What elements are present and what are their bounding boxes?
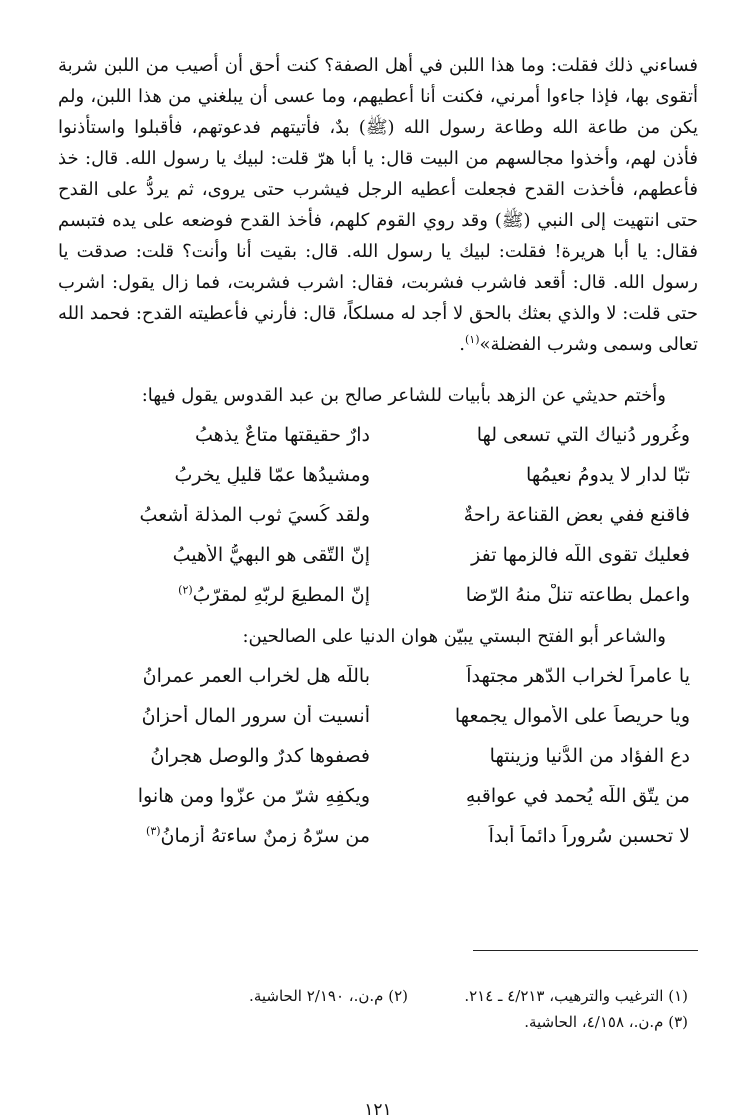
footnote-ref-2: (٢) xyxy=(178,584,193,597)
hemistich-text: إنّ المطيعَ لربّهِ لمقرّبُ xyxy=(192,584,370,606)
verse-second-hemistich: أنسيت أن سرور المال أحزانُ xyxy=(141,705,370,727)
hemistich-text: من سرّهُ زمنٌ ساءتهُ أزمانُ xyxy=(160,825,370,847)
verse xyxy=(58,776,690,816)
verse xyxy=(58,535,690,575)
verse-second-hemistich: فصفوها كدرٌ والوصل هجرانُ xyxy=(150,745,370,767)
verse xyxy=(58,455,690,495)
verse-second-hemistich: ولقد كُسيَ ثوب المذلة أشعبُ xyxy=(139,504,370,526)
verse-second-hemistich: إنّ التّقى هو البهيُّ الأهيبُ xyxy=(172,544,370,566)
hadith-text: فساءني ذلك فقلت: وما هذا اللبن في أهل الصفة؟ كنت أحق أن أصيب من اللبن شربة أتقوى بها، فإذا جاءوا أمرني، فكنت أنا أعطيهم، وما عسى أن يبلغني من هذا اللبن، ولم يكن من طاعة الله وطاعة رسول الله (ﷺ) بدٌ، فأتيتهم فدعوتهم، فأقبلوا واستأذنوا فأذن لهم، وأخذوا مجالسهم من البيت قال: يا أبا هرّ قلت: لبيك يا رسول الله. قال: خذ فأعطهم، فأخذت القدح فجعلت أعطيه الرجل فيشرب حتى يروى، ثم يردُّ على القدح حتى انتهيت إلى النبي (ﷺ) وقد روي القوم كلهم، فأخذ القدح فوضعه على يده فتبسم فقال: يا أبا هريرة! فقلت: لبيك يا رسول الله. قال: بقيت أنا وأنت؟ قلت: صدقت يا رسول الله. قال: أقعد فاشرب فشربت، فقال: اشرب فشربت، فما زال يقول: اشرب حتى قلت: لا والذي بعثك بالحق لا أجد له مسلكاً، قال: فأرني فأعطيته القدح: فحمد الله تعالى وسمى وشرب الفضلة» xyxy=(58,55,698,355)
hadith-paragraph: فساءني ذلك فقلت: وما هذا اللبن في أهل الصفة؟ كنت أحق أن أصيب من اللبن شربة أتقوى بها، فإذا جاءوا أمرني، فكنت أنا أعطيهم، وما عسى أن يبلغني من هذا اللبن، ولم يكن من طاعة الله وطاعة رسول الله (ﷺ) بدٌ، فأتيتهم فدعوتهم، فأقبلوا واستأذنوا فأذن لهم، وأخذوا مجالسهم من البيت قال: يا أبا هرّ قلت: لبيك يا رسول الله. قال: خذ فأعطهم، فأخذت القدح فجعلت أعطيه الرجل فيشرب حتى يروى، ثم يردُّ على القدح حتى انتهيت إلى النبي (ﷺ) وقد روي القوم كلهم، فأخذ القدح فوضعه على يده فتبسم فقال: يا أبا هريرة! فقلت: لبيك يا رسول الله. قال: بقيت أنا وأنت؟ قلت: صدقت يا رسول الله. قال: أقعد فاشرب فشربت، فقال: اشرب فشربت، فما زال يقول: اشرب حتى قلت: لا والذي بعثك بالحق لا أجد له مسلكاً، قال: فأرني فأعطيته القدح: فحمد الله تعالى وسمى وشرب الفضلة»$^{(١)}$. xyxy=(58,55,698,355)
verse xyxy=(58,495,690,535)
verse-second-hemistich xyxy=(65,825,370,847)
book-page xyxy=(58,50,698,1120)
verse-first-hemistich: فعليك تقوى اللّه فالزمها تفز xyxy=(471,544,690,566)
verse-first-hemistich: تبّا لدارٍ لا يدومُ نعيمُها xyxy=(526,464,690,486)
footnote-2: (٢) م.ن.، ٢/١٩٠ الحاشية. xyxy=(249,987,408,1005)
verse-second-hemistich: باللّه هل لخراب العمر عمرانُ xyxy=(142,665,370,687)
verse-second-hemistich: دارٌ حقيقتها متاعٌ يذهبُ xyxy=(195,424,370,446)
verse xyxy=(58,696,690,736)
footnote-3: (٣) م.ن.، ٤/١٥٨، الحاشية. xyxy=(524,1013,688,1031)
verse-first-hemistich: وغُرور دُنياك التي تسعى لها xyxy=(476,424,690,446)
verse-first-hemistich: من يتّقِ اللّه يُحمد في عواقبهِ xyxy=(465,785,690,807)
footnote-1: (١) الترغيب والترهيب، ٤/٢١٣ ـ ٢١٤. xyxy=(464,987,688,1005)
verse xyxy=(58,415,690,455)
verse xyxy=(58,816,690,856)
footnote-ref-3: (٣) xyxy=(146,825,161,838)
verse-first-hemistich: لا تحسبن سُروراً دائماً أبداً xyxy=(488,825,690,847)
poem-busti xyxy=(58,656,690,856)
page-number: ١٢١ xyxy=(364,1100,392,1120)
footnote-row xyxy=(68,983,688,1009)
verse-first-hemistich: يا عامراً لخراب الدّهر مجتهداً xyxy=(466,665,690,687)
verse-first-hemistich: دع الفؤاد من الدُّنيا وزينتها xyxy=(489,745,690,767)
footnote-divider xyxy=(473,950,698,951)
poem-intro-1: وأختم حديثي عن الزهد بأبيات للشاعر صالح بن عبد القدوس يقول فيها: xyxy=(141,385,666,406)
verse xyxy=(58,575,690,615)
verse-second-hemistich: ويكفِهِ شرّ من عزّوا ومن هانوا xyxy=(137,785,370,807)
verse-second-hemistich xyxy=(65,584,370,606)
verse xyxy=(58,656,690,696)
verse xyxy=(58,736,690,776)
verse-second-hemistich: ومشيدُها عمّا قليلٍ يخربُ xyxy=(174,464,370,486)
verse-first-hemistich: ويا حريصاً على الأموال يجمعها xyxy=(454,705,690,727)
verse-first-hemistich: فاقنع ففي بعض القناعة راحةٌ xyxy=(463,504,690,526)
poem-saleh xyxy=(58,415,690,615)
footnote-ref-1: (١) xyxy=(464,333,480,346)
footnote-row xyxy=(68,1009,688,1035)
verse-first-hemistich: واعمل بطاعته تنلْ منهُ الرّضا xyxy=(465,584,690,606)
footnotes xyxy=(68,983,688,1035)
poem-intro-2: والشاعر أبو الفتح البستي يبيّن هوان الدنيا على الصالحين: xyxy=(242,626,666,647)
